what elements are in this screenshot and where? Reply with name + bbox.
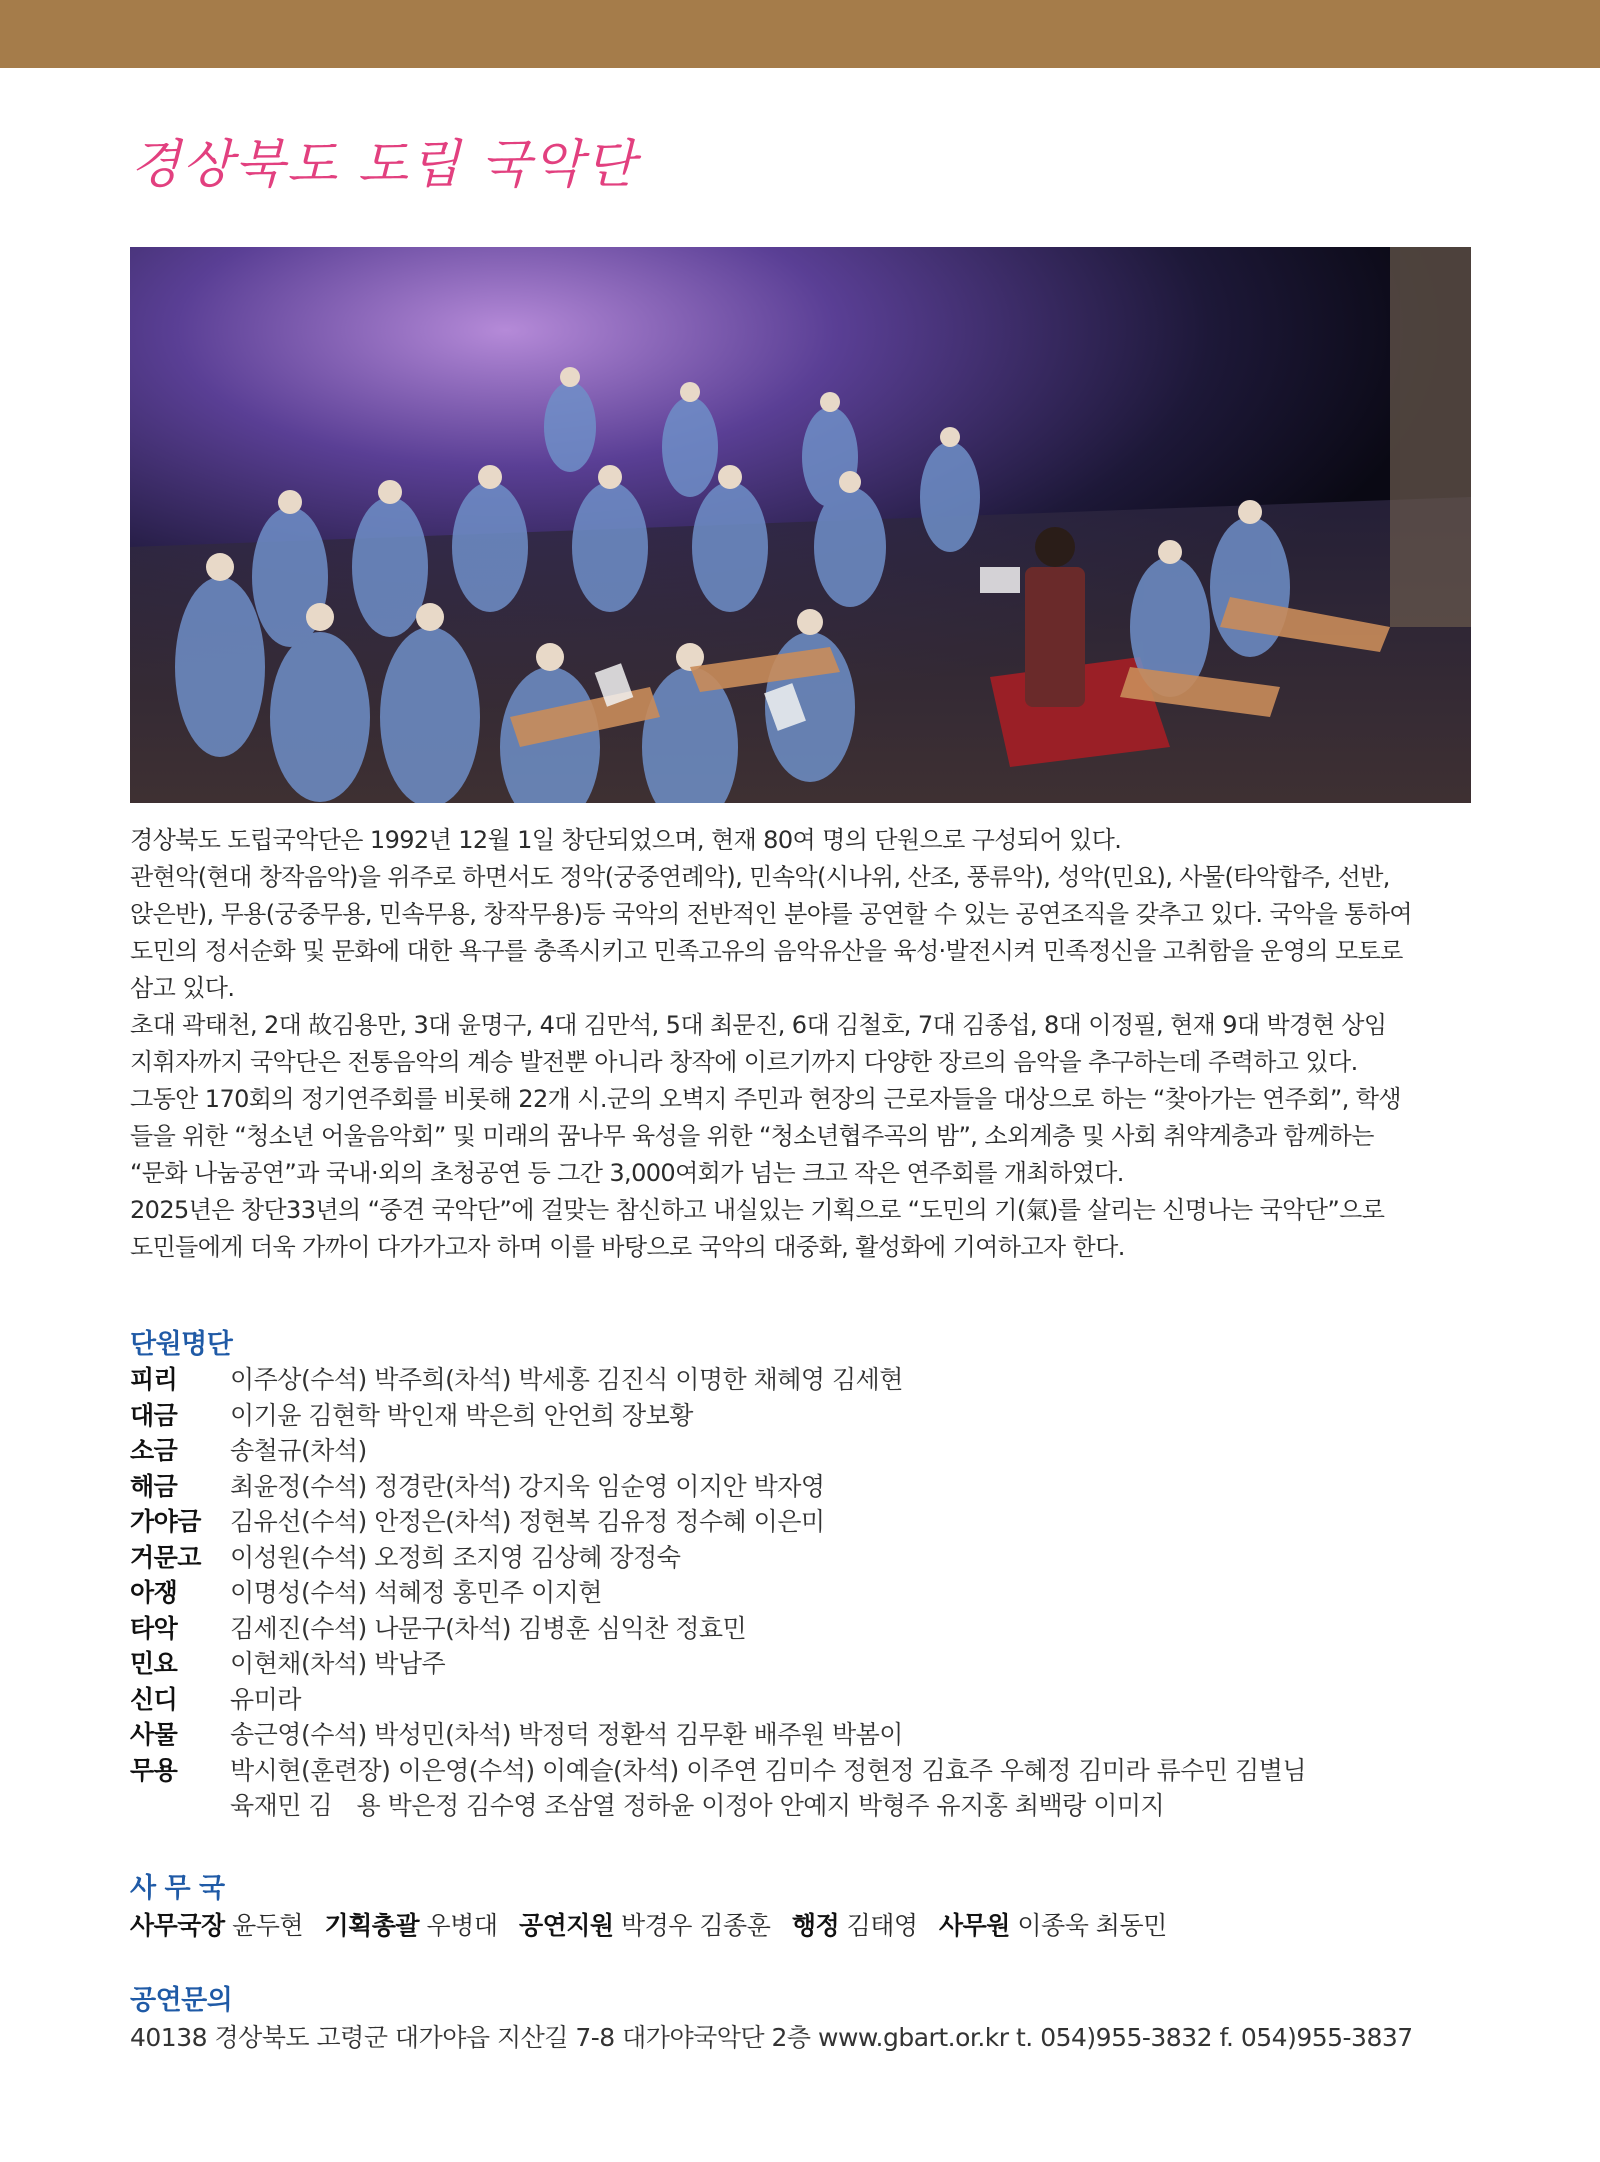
office-staff	[130, 1906, 1167, 1942]
member-row	[130, 1682, 1471, 1718]
member-names: 이주상(수석) 박주희(차석) 박세홍 김진식 이명한 채혜영 김세현	[230, 1365, 903, 1394]
office-names: 김태영	[846, 1911, 918, 1940]
member-row	[130, 1611, 1471, 1647]
instrument-label: 신디	[130, 1684, 178, 1714]
office-role: 행정	[791, 1911, 840, 1940]
member-names: 김유선(수석) 안정은(차석) 정현복 김유정 정수혜 이은미	[230, 1507, 825, 1536]
intro-line: 도민들에게 더욱 가까이 다가가고자 하며 이를 바탕으로 국악의 대중화, 활성화에 기여하고자 한다.	[130, 1233, 1125, 1261]
office-role: 공연지원	[518, 1911, 614, 1940]
intro-line: 앉은반), 무용(궁중무용, 민속무용, 창작무용)등 국악의 전반적인 분야를 공연할 수 있는 공연조직을 갖추고 있다. 국악을 통하여	[130, 900, 1413, 928]
member-list	[130, 1362, 1471, 1824]
instrument-label: 거문고	[130, 1542, 201, 1572]
intro-line: 들을 위한 “청소년 어울음악회” 및 미래의 꿈나무 육성을 위한 “청소년협주곡의 밤”, 소외계층 및 사회 취약계층과 함께하는	[130, 1122, 1374, 1150]
instrument-label: 해금	[130, 1471, 178, 1501]
office-names: 윤두현	[232, 1911, 304, 1940]
instrument-label: 소금	[130, 1436, 178, 1465]
orchestra-photo	[130, 247, 1471, 803]
page-title: 경상북도 도립 국악단	[130, 135, 638, 195]
members-heading: 단원명단	[130, 1329, 233, 1360]
member-names: 최윤정(수석) 정경란(차석) 강지욱 임순영 이지안 박자영	[230, 1471, 825, 1501]
member-names: 송철규(차석)	[230, 1436, 367, 1465]
member-names: 이명성(수석) 석혜정 홍민주 이지현	[230, 1578, 602, 1607]
instrument-label: 아쟁	[130, 1578, 178, 1607]
member-names: 김세진(수석) 나문구(차석) 김병훈 심익찬 정효민	[230, 1613, 747, 1643]
intro-line: “문화 나눔공연”과 국내·외의 초청공연 등 그간 3,000여회가 넘는 크고 작은 연주회를 개최하였다.	[130, 1159, 1124, 1187]
contact-heading: 공연문의	[130, 1985, 233, 2016]
intro-line: 도민의 정서순화 및 문화에 대한 욕구를 충족시키고 민족고유의 음악유산을 육성·발전시켜 민족정신을 고취함을 운영의 모토로	[130, 937, 1403, 965]
office-names: 이종욱 최동민	[1017, 1911, 1167, 1940]
member-names: 송근영(수석) 박성민(차석) 박정덕 정환석 김무환 배주원 박봄이	[230, 1720, 903, 1749]
instrument-label	[130, 1788, 230, 1824]
office-role: 기획총괄	[324, 1911, 420, 1940]
member-row	[130, 1753, 1471, 1789]
member-row	[130, 1362, 1471, 1398]
member-row	[130, 1717, 1471, 1753]
intro-line: 관현악(현대 창작음악)을 위주로 하면서도 정악(궁중연례악), 민속악(시나위, 산조, 풍류악), 성악(민요), 사물(타악합주, 선반,	[130, 863, 1390, 891]
office-names: 우병대	[426, 1911, 498, 1940]
intro-line: 2025년은 창단33년의 “중견 국악단”에 걸맞는 참신하고 내실있는 기획으로 “도민의 기(氣)를 살리는 신명나는 국악단”으로	[130, 1196, 1385, 1224]
instrument-label: 무용	[130, 1755, 178, 1785]
intro-line: 그동안 170회의 정기연주회를 비롯해 22개 시.군의 오벽지 주민과 현장의 근로자들을 대상으로 하는 “찾아가는 연주회”, 학생	[130, 1085, 1401, 1113]
page-title-logo	[128, 112, 648, 232]
member-names: 이기윤 김현학 박인재 박은희 안언희 장보황	[230, 1400, 693, 1430]
member-row	[130, 1646, 1471, 1682]
member-row	[130, 1540, 1471, 1576]
instrument-label: 피리	[130, 1365, 178, 1394]
instrument-label: 타악	[130, 1613, 178, 1643]
member-row	[130, 1788, 1471, 1824]
member-row	[130, 1469, 1471, 1505]
member-names: 이현채(차석) 박남주	[230, 1649, 446, 1678]
instrument-label: 대금	[130, 1400, 178, 1430]
office-role: 사무국장	[130, 1911, 225, 1940]
intro-line: 경상북도 도립국악단은 1992년 12월 1일 창단되었으며, 현재 80여 명의 단원으로 구성되어 있다.	[130, 826, 1122, 854]
member-row	[130, 1575, 1471, 1611]
member-names: 육재민 김 용 박은정 김수영 조삼열 정하윤 이정아 안예지 박형주 유지홍 최백랑 이미지	[230, 1791, 1165, 1820]
member-row	[130, 1504, 1471, 1540]
office-names: 박경우 김종훈	[621, 1911, 771, 1940]
contact-info: 40138 경상북도 고령군 대가야읍 지산길 7-8 대가야국악단 2층 www.gbart.or.kr t. 054)955-3832 f. 054)955-3837	[130, 2023, 1413, 2052]
intro-line: 삼고 있다.	[130, 974, 235, 1002]
intro-text	[130, 822, 1471, 1266]
top-color-bar	[0, 0, 1600, 68]
member-names: 유미라	[230, 1684, 301, 1714]
instrument-label: 가야금	[130, 1507, 201, 1536]
intro-line: 지휘자까지 국악단은 전통음악의 계승 발전뿐 아니라 창작에 이르기까지 다양한 장르의 음악을 추구하는데 주력하고 있다.	[130, 1048, 1358, 1076]
office-heading: 사 무 국	[130, 1873, 225, 1904]
office-role: 사무원	[938, 1911, 1010, 1940]
member-names: 이성원(수석) 오정희 조지영 김상혜 장정숙	[230, 1542, 681, 1572]
member-row	[130, 1433, 1471, 1469]
instrument-label: 사물	[130, 1720, 178, 1749]
member-names: 박시현(훈련장) 이은영(수석) 이예슬(차석) 이주연 김미수 정현정 김효주 우혜정 김미라 류수민 김별님	[230, 1755, 1306, 1785]
member-row	[130, 1398, 1471, 1434]
instrument-label: 민요	[130, 1649, 178, 1678]
intro-line: 초대 곽태천, 2대 故김용만, 3대 윤명구, 4대 김만석, 5대 최문진, 6대 김철호, 7대 김종섭, 8대 이정필, 현재 9대 박경현 상임	[130, 1011, 1387, 1039]
